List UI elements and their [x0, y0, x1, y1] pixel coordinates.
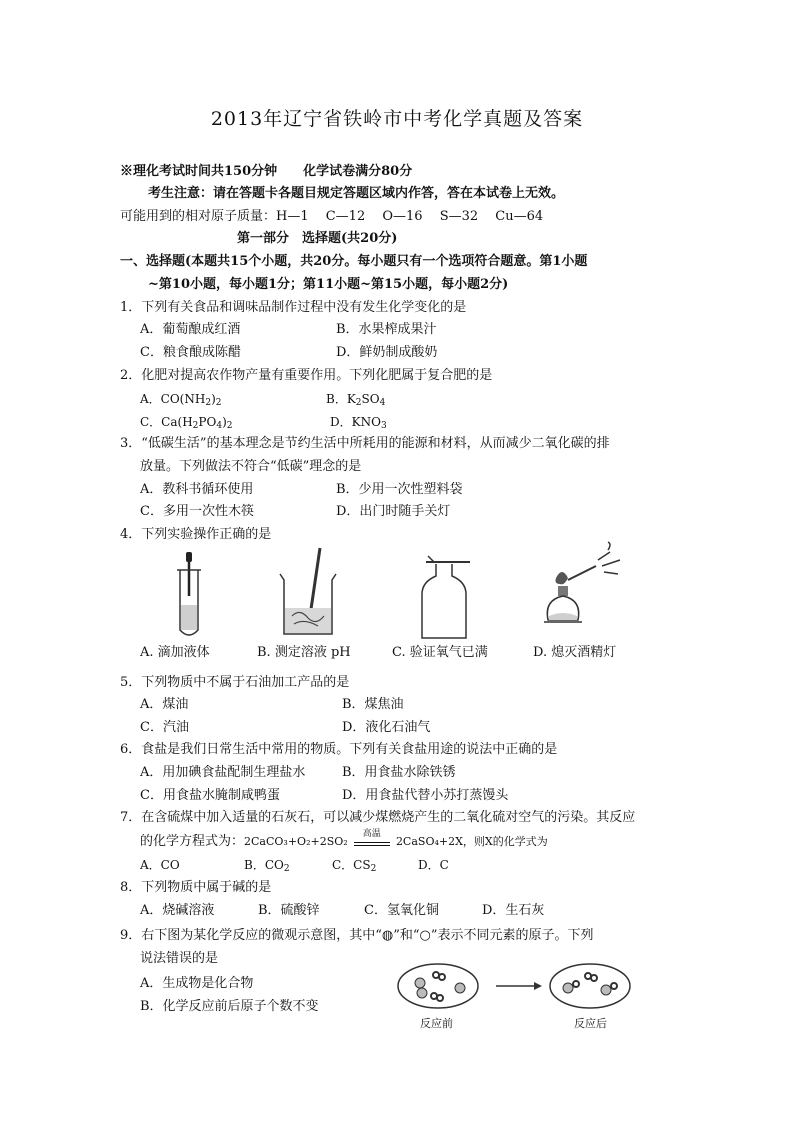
q2-option-c: C．$Ca(H_2PO_4)_2$: [140, 415, 233, 431]
q1-option-b: B．水果榨成果汁: [336, 322, 437, 337]
q6-option-b: B．用食盐水除铁锈: [342, 765, 456, 780]
q5-option-a: A．煤油: [140, 697, 189, 712]
part1-heading: 第一部分 选择题(共20分): [237, 231, 398, 246]
q7-option-c: C．$CS_2$: [332, 858, 377, 874]
q6-option-d: D．用食盐代替小苏打蒸馒头: [342, 788, 509, 803]
q8-option-a: A．烧碱溶液: [140, 903, 215, 918]
q2-option-d: D．$KNO_3$: [330, 415, 387, 431]
q3-option-a: A．教科书循环使用: [140, 482, 254, 497]
beaker-ph-figure: [274, 546, 344, 641]
q3-stem-1: 3．“低碳生活”的基本理念是节约生活中所耗用的能源和材料，从而减少二氧化碳的排: [120, 436, 610, 451]
after-label: 反应后: [574, 1017, 607, 1030]
notice-line: 考生注意：请在答题卡各题目规定答题区域内作答，答在本试卷上无效。: [148, 186, 565, 201]
alcohol-lamp-figure: [538, 540, 638, 640]
q1-stem: 1．下列有关食品和调味品制作过程中没有发生化学变化的是: [120, 300, 467, 315]
q6-option-c: C．用食盐水腌制咸鸭蛋: [140, 788, 280, 803]
q8-option-d: D．生石灰: [482, 903, 545, 918]
gas-bottle-figure: [414, 552, 474, 642]
q6-stem: 6．食盐是我们日常生活中常用的物质。下列有关食盐用途的说法中正确的是: [120, 742, 558, 757]
q7-stem-2: 的化学方程式为：2CaCO₃+O₂+2SO₂ 高温 2CaSO₄+2X，则X的化学式为: [140, 832, 548, 852]
section1-instructions-1: 一、选择题(本题共15个小题，共20分。每小题只有一个选项符合题意。第1小题: [120, 254, 588, 269]
q9-stem-2: 说法错误的是: [140, 951, 219, 966]
atomic-masses: 可能用到的相对原子质量：H—1 C—12 O—16 S—32 Cu—64: [120, 209, 544, 224]
q3-option-b: B．少用一次性塑料袋: [336, 482, 463, 497]
before-label: 反应前: [420, 1017, 453, 1030]
q1-option-a: A．葡萄酿成红酒: [140, 322, 241, 337]
q5-stem: 5．下列物质中不属于石油加工产品的是: [120, 675, 350, 690]
q4-option-c: C. 验证氧气已满: [392, 645, 488, 660]
q9-stem-1: 9．右下图为某化学反应的微观示意图，其中“◍”和“○”表示不同元素的原子。下列: [120, 928, 594, 943]
q2-option-a: A．$CO(NH_2)_2$: [140, 392, 222, 408]
q9-option-a: A．生成物是化合物: [140, 976, 254, 991]
q7-option-a: A．CO: [140, 858, 180, 872]
q4-stem: 4．下列实验操作正确的是: [120, 527, 272, 542]
q6-option-a: A．用加碘食盐配制生理盐水: [140, 765, 306, 780]
q8-stem: 8．下列物质中属于碱的是: [120, 880, 272, 895]
q7-option-d: D．C: [418, 858, 449, 872]
q4-option-b: B. 测定溶液 pH: [257, 645, 351, 660]
q5-option-d: D．液化石油气: [342, 720, 431, 735]
q1-option-d: D．鲜奶制成酸奶: [336, 345, 438, 360]
q3-stem-2: 放量。下列做法不符合“低碳”理念的是: [140, 459, 362, 474]
reaction-diagram: [396, 958, 636, 1018]
q2-option-b: B．$K_2SO_4$: [326, 392, 386, 408]
q7-option-b: B．$CO_2$: [244, 858, 290, 874]
dropper-test-tube-figure: [165, 550, 215, 640]
q4-option-d: D. 熄灭酒精灯: [533, 645, 617, 660]
reaction-condition: 高温: [362, 829, 381, 839]
q5-option-c: C．汽油: [140, 720, 189, 735]
q5-option-b: B．煤焦油: [342, 697, 404, 712]
q9-option-b: B．化学反应前后原子个数不变: [140, 999, 319, 1014]
exam-time-line: ※理化考试时间共150分钟 化学试卷满分80分: [120, 164, 413, 179]
q8-option-c: C．氢氧化铜: [364, 903, 439, 918]
section1-instructions-2: ~第10小题，每小题1分；第11小题~第15小题，每小题2分): [148, 277, 509, 292]
q7-stem-1: 7．在含硫煤中加入适量的石灰石，可以减少煤燃烧产生的二氧化硫对空气的污染。其反应: [120, 810, 636, 825]
q4-option-a: A. 滴加液体: [140, 645, 210, 660]
q3-option-d: D．出门时随手关灯: [336, 504, 451, 519]
page-title: 2013年辽宁省铁岭市中考化学真题及答案: [210, 108, 584, 130]
q3-option-c: C．多用一次性木筷: [140, 504, 254, 519]
q2-stem: 2．化肥对提高农作物产量有重要作用。下列化肥属于复合肥的是: [120, 368, 493, 383]
q1-option-c: C．粮食酿成陈醋: [140, 345, 241, 360]
q8-option-b: B．硫酸锌: [258, 903, 320, 918]
